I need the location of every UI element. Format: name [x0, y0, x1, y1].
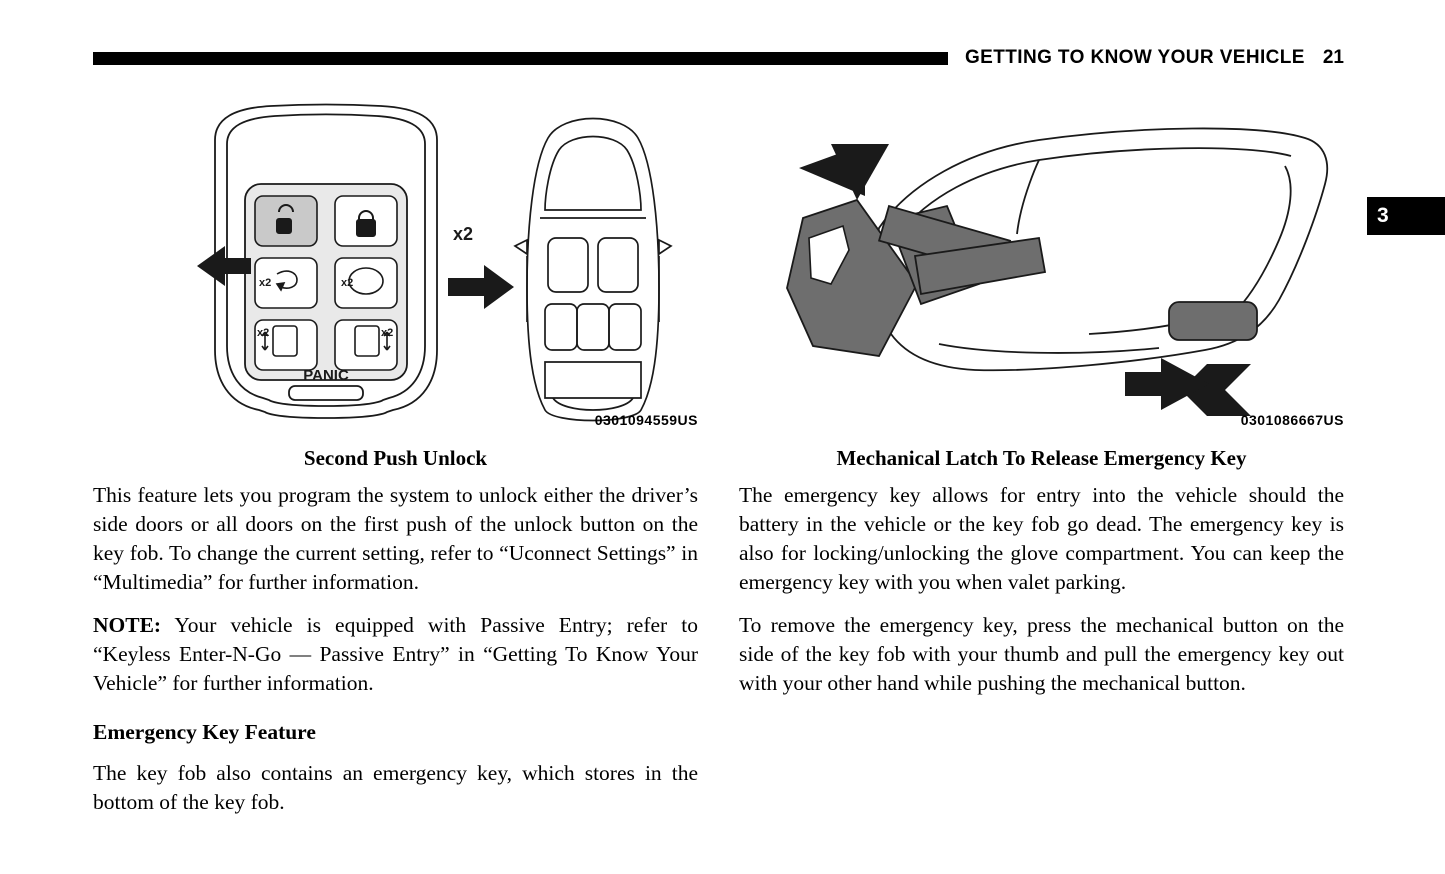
paragraph-emergency-key-feature: The key fob also contains an emergency key, which stores in the bottom of the key fob. — [93, 761, 698, 814]
svg-text:x2: x2 — [381, 327, 394, 339]
figure-caption-right: Mechanical Latch To Release Emergency Key — [836, 446, 1247, 470]
svg-text:x2: x2 — [257, 327, 270, 339]
paragraph-remove-emergency-key: To remove the emergency key, press the mechanical button on the side of the key fob with your thumb and pull the emergency key out with your other hand while pushing the mechanical button. — [739, 613, 1344, 695]
header-title: GETTING TO KNOW YOUR VEHICLE — [965, 47, 1305, 68]
subheading-emergency-key-feature: Emergency Key Feature — [93, 720, 316, 744]
mechanical-latch-illustration — [739, 88, 1344, 428]
press-button-arrow — [1125, 358, 1267, 416]
note-label: NOTE: — [93, 613, 162, 637]
chapter-tab-number: 3 — [1377, 204, 1389, 227]
figure-code-right: 0301086667US — [1240, 412, 1344, 428]
figure-code-left: 0301094559US — [594, 412, 698, 428]
page-number: 21 — [1322, 47, 1344, 68]
left-column — [93, 88, 698, 817]
pull-direction-arrows — [799, 144, 889, 200]
panic-button-label: PANIC — [303, 367, 349, 384]
paragraph-emergency-key-use: The emergency key allows for entry into the vehicle should the battery in the vehicle or the key fob go dead. The emergency key is also for locking/unlocking the glove compartment. You can keep the emergency key with you when valet parking. — [739, 483, 1344, 594]
header-rule — [93, 52, 948, 65]
second-push-unlock-illustration — [93, 88, 698, 428]
arrow-to-unlock-button — [197, 246, 251, 286]
note-paragraph — [93, 611, 698, 698]
figure-mechanical-latch — [739, 88, 1344, 428]
chapter-tab — [1367, 197, 1445, 235]
right-arrow-icon — [448, 265, 514, 309]
figure-second-push-unlock — [93, 88, 698, 428]
figure-caption-left: Second Push Unlock — [303, 446, 488, 470]
right-column — [739, 88, 1344, 698]
svg-text:x2: x2 — [259, 277, 272, 289]
page-header — [93, 44, 1345, 72]
svg-text:x2: x2 — [341, 277, 354, 289]
arrow-multiplier-label: x2 — [453, 224, 474, 244]
note-text: Your vehicle is equipped with Passive Entry; refer to “Keyless Enter-N-Go — Passive Entry” in “Getting To Know Your Vehicle” for further information. — [93, 613, 698, 695]
paragraph-second-push-unlock: This feature lets you program the system to unlock either the driver’s side doors or all doors on the first push of the unlock button on the key fob. To change the current setting, refer to “Uconnect Settings” in “Multimedia” for further information. — [93, 483, 698, 594]
